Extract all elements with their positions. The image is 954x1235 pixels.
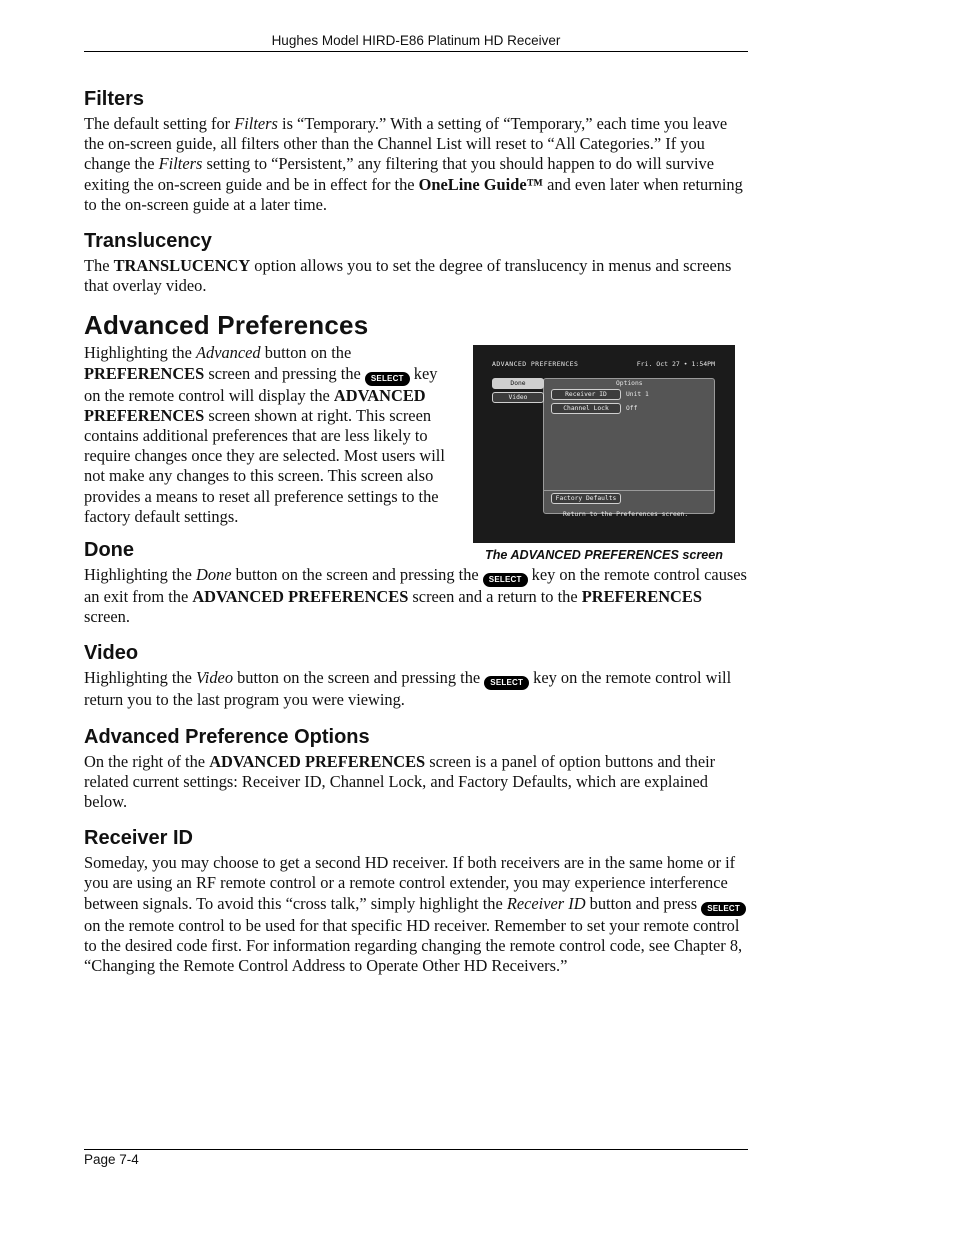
section-receiver-id bbox=[84, 825, 748, 976]
page-number: Page 7-4 bbox=[84, 1152, 139, 1167]
screen-video-button: Video bbox=[492, 392, 544, 403]
screen-done-button: Done bbox=[492, 378, 544, 389]
text: screen. bbox=[84, 607, 130, 627]
italic-term: Filters bbox=[234, 114, 278, 133]
figure-advanced-preferences bbox=[473, 345, 735, 562]
heading-advanced-preferences: Advanced Preferences bbox=[84, 310, 369, 341]
bold-term: ADVANCED PREFERENCES bbox=[84, 385, 426, 425]
bold-term: PREFERENCES bbox=[581, 587, 702, 607]
text: Highlighting the bbox=[84, 343, 196, 363]
running-header: Hughes Model HIRD-E86 Platinum HD Receiver bbox=[271, 33, 561, 48]
select-key-icon: SELECT bbox=[701, 902, 746, 916]
heading-done: Done bbox=[84, 539, 134, 562]
page-content bbox=[84, 86, 748, 989]
paragraph-translucency bbox=[84, 256, 748, 296]
paragraph-filters bbox=[84, 114, 748, 215]
text: screen is a panel of option buttons and their related current settings: Receiver ID, Channel Lock, and Factory Defaults, which are explained below. bbox=[84, 751, 716, 812]
heading-filters: Filters bbox=[84, 88, 145, 110]
italic-term: Done bbox=[196, 565, 232, 585]
heading-translucency: Translucency bbox=[84, 230, 212, 253]
section-advanced-preference-options bbox=[84, 724, 748, 813]
bold-term: PREFERENCES bbox=[84, 363, 205, 383]
text: and even later when returning to the on-screen guide at a later time. bbox=[84, 174, 743, 214]
section-translucency bbox=[84, 228, 748, 296]
figure-caption: The ADVANCED PREFERENCES screen bbox=[485, 548, 723, 563]
text: key on the remote control will display the bbox=[84, 363, 438, 405]
text: button and press bbox=[585, 893, 702, 913]
text: Highlighting the bbox=[84, 668, 196, 688]
text: The bbox=[84, 256, 114, 276]
text: Someday, you may choose to get a second HD receiver. If both receivers are in the same home or if you are using an RF remote control or a remote control extender, you may experience interference between signals. To avoid this “cross talk,” simply highlight the bbox=[84, 853, 736, 913]
options-heading: Options bbox=[616, 380, 643, 388]
heading-receiver-id: Receiver ID bbox=[84, 827, 193, 850]
bold-term: ADVANCED PREFERENCES bbox=[192, 587, 409, 607]
text: option allows you to set the degree of translucency in menus and screens that overlay video. bbox=[84, 256, 732, 296]
text: key on the remote control will return you to the last program you were viewing. bbox=[84, 668, 732, 710]
screen-help-text: Return to the Preferences screen. bbox=[563, 511, 689, 519]
italic-term: Advanced bbox=[196, 343, 261, 363]
text: setting to “Persistent,” any filtering that you should happen to do will survive exiting the on-screen guide and be in effect for the bbox=[84, 154, 715, 194]
text: On the right of the bbox=[84, 751, 210, 771]
panel-divider bbox=[543, 490, 715, 491]
text: is “Temporary.” With a setting of “Temporary,” each time you leave the on-screen guide, all filters other than the Channel List will reset to “All Categories.” If you change the bbox=[84, 114, 728, 174]
select-key-icon: SELECT bbox=[365, 372, 410, 386]
header-rule bbox=[84, 51, 748, 52]
section-advanced-preferences bbox=[84, 309, 748, 563]
text: key on the remote control causes an exit from the bbox=[84, 565, 747, 607]
paragraph-video bbox=[84, 668, 748, 710]
select-key-icon: SELECT bbox=[483, 573, 528, 587]
tv-screen-capture bbox=[473, 345, 735, 543]
paragraph-options bbox=[84, 752, 748, 813]
italic-term: Receiver ID bbox=[506, 893, 586, 913]
paragraph-done bbox=[84, 565, 748, 627]
text: on the remote control to be used for that specific HD receiver. Remember to set your remote control to the desired code first. For information regarding changing the remote control code, see Chapter 8, “Changing the Remote Control Address to Operate Other HD Receivers.” bbox=[84, 915, 743, 976]
bold-term: TRANSLUCENCY bbox=[113, 256, 251, 276]
paragraph-receiver-id bbox=[84, 853, 748, 976]
screen-channel-lock-button: Channel Lock bbox=[551, 403, 621, 414]
text: screen and pressing the bbox=[204, 363, 365, 383]
manual-page bbox=[84, 0, 748, 1235]
receiver-id-value: Unit 1 bbox=[626, 391, 649, 399]
screen-receiver-id-button: Receiver ID bbox=[551, 389, 621, 400]
channel-lock-value: Off bbox=[626, 405, 638, 413]
bold-term: ADVANCED PREFERENCES bbox=[209, 751, 426, 771]
text: screen shown at right. This screen contains additional preferences that are less likely to require changes once they are selected. Most users will not make any changes to this screen. This screen also provides a means to reset all preference settings to the factory default settings. bbox=[84, 405, 445, 526]
screen-factory-defaults-button: Factory Defaults bbox=[551, 493, 621, 504]
bold-term: OneLine Guide™ bbox=[418, 174, 543, 194]
text: button on the screen and pressing the bbox=[233, 668, 485, 688]
screen-date: Fri. Oct 27 • 1:54PM bbox=[636, 360, 715, 369]
italic-term: Video bbox=[196, 668, 234, 688]
section-video bbox=[84, 640, 748, 710]
heading-advanced-preference-options: Advanced Preference Options bbox=[84, 725, 370, 748]
heading-video: Video bbox=[84, 642, 139, 665]
footer-rule bbox=[84, 1149, 748, 1150]
text: button on the bbox=[260, 343, 352, 363]
text: Highlighting the bbox=[84, 565, 196, 585]
select-key-icon: SELECT bbox=[484, 676, 529, 690]
text: The default setting for bbox=[84, 114, 235, 133]
screen-title: ADVANCED PREFERENCES bbox=[492, 360, 579, 369]
text: screen and a return to the bbox=[408, 587, 582, 607]
text: button on the screen and pressing the bbox=[231, 565, 483, 585]
italic-term: Filters bbox=[158, 154, 203, 174]
section-filters bbox=[84, 86, 748, 215]
